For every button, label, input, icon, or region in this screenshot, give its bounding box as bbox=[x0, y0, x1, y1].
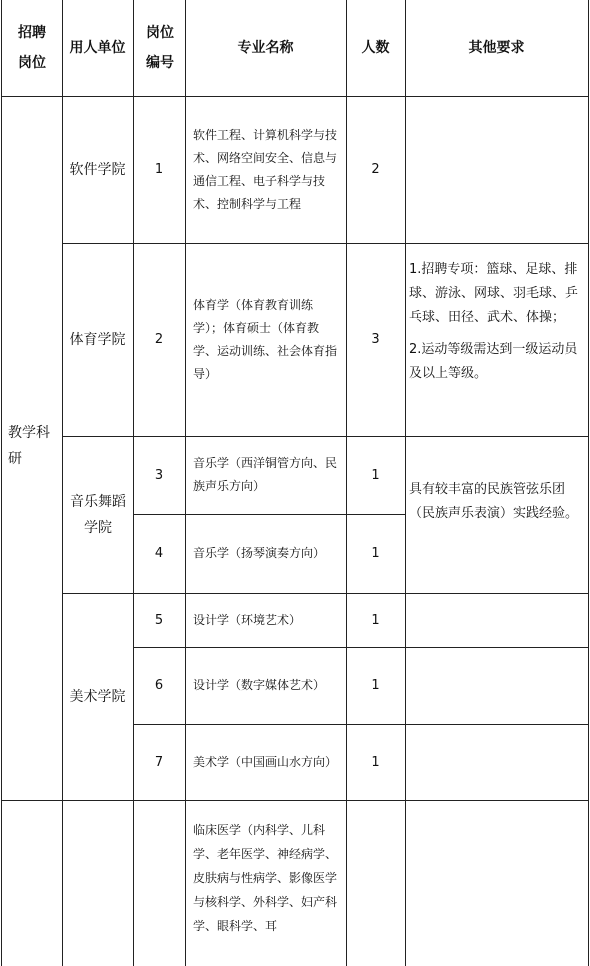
post-type: 教学科研 bbox=[8, 425, 50, 467]
header-other bbox=[405, 0, 588, 96]
row-divider bbox=[1, 800, 589, 801]
row-major: 音乐学（西洋铜管方向、民族声乐方向） bbox=[193, 456, 338, 493]
header-unit bbox=[62, 0, 133, 96]
requirements-music bbox=[405, 478, 588, 558]
header-count-label: 人数 bbox=[361, 40, 390, 56]
row-code: 2 bbox=[154, 332, 164, 347]
requirements-sports bbox=[405, 258, 588, 428]
header-major-label: 专业名称 bbox=[237, 40, 294, 56]
requirement-item: 2.运动等级需达到一级运动员及以上等级。 bbox=[409, 342, 578, 381]
row-code: 6 bbox=[154, 678, 164, 693]
row-major: 设计学（环境艺术） bbox=[193, 612, 302, 627]
header-code-label: 岗位编号 bbox=[146, 25, 174, 71]
header-count bbox=[346, 0, 405, 96]
row-code: 1 bbox=[154, 162, 164, 177]
header-major bbox=[185, 0, 346, 96]
row-count: 1 bbox=[371, 467, 380, 483]
header-post-label: 招聘岗位 bbox=[18, 25, 46, 71]
row-code: 3 bbox=[154, 467, 164, 483]
row-count: 1 bbox=[371, 678, 380, 693]
requirement-item: 1.招聘专项：篮球、足球、排球、游泳、网球、羽毛球、乒乓球、田径、武术、体操； bbox=[409, 262, 579, 325]
unit-software: 软件学院 bbox=[69, 161, 126, 178]
table-border-right bbox=[588, 0, 589, 966]
row-count: 2 bbox=[371, 162, 380, 177]
row-major: 软件工程、计算机科学与技术、网络空间安全、信息与通信工程、电子科学与技术、控制科学与工程 bbox=[193, 127, 338, 211]
header-code bbox=[144, 14, 176, 82]
post-type-cell bbox=[8, 420, 58, 480]
row-count: 3 bbox=[371, 332, 380, 347]
header-unit-label: 用人单位 bbox=[69, 40, 126, 56]
table-border-left bbox=[1, 0, 2, 966]
row-count: 1 bbox=[371, 754, 380, 770]
row-code: 7 bbox=[154, 754, 164, 770]
row-major: 美术学（中国画山水方向） bbox=[193, 754, 338, 769]
row-code: 5 bbox=[154, 612, 164, 628]
header-other-label: 其他要求 bbox=[468, 40, 525, 56]
row-code: 4 bbox=[154, 546, 164, 561]
row-major: 音乐学（扬琴演奏方向） bbox=[193, 546, 326, 560]
unit-art: 美术学院 bbox=[69, 688, 126, 705]
header-post bbox=[14, 14, 50, 82]
row-major: 体育学（体育教育训练学）；体育硕士（体育教学、运动训练、社会体育指导） bbox=[193, 297, 338, 381]
row-major: 临床医学（内科学、儿科学、老年医学、神经病学、皮肤病与性病学、影像医学与核科学、外科学、妇产科学、眼科学、耳 bbox=[193, 823, 338, 933]
row-count: 1 bbox=[371, 612, 380, 628]
row-count: 1 bbox=[371, 546, 380, 561]
unit-sports: 体育学院 bbox=[69, 331, 126, 348]
requirement-item: 具有较丰富的民族管弦乐团（民族声乐表演）实践经验。 bbox=[409, 482, 579, 521]
unit-music: 音乐舞蹈学院 bbox=[70, 493, 126, 536]
row-major: 设计学（数字媒体艺术） bbox=[193, 678, 326, 692]
